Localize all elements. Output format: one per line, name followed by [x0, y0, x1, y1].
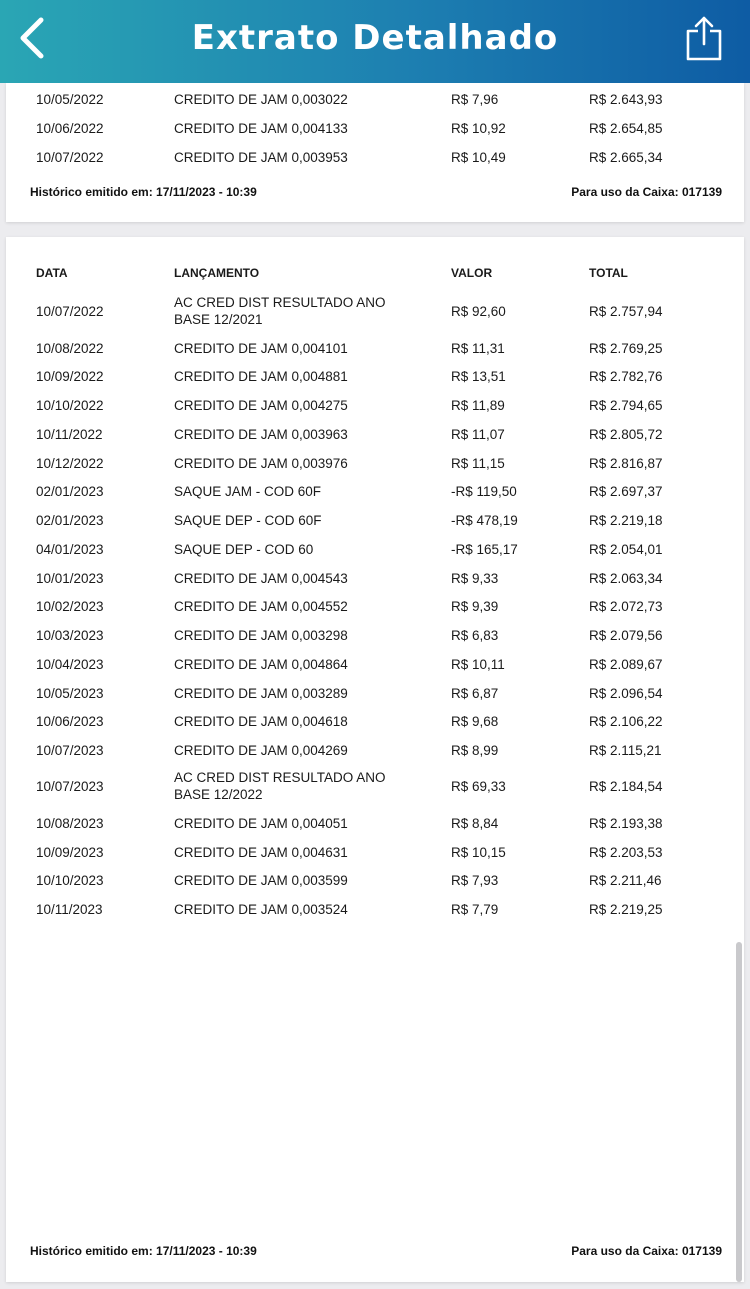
cell-total: R$ 2.794,65 — [589, 398, 663, 413]
cell-total: R$ 2.805,72 — [589, 426, 663, 442]
cell-description: AC CRED DIST RESULTADO ANO BASE 12/2021 — [174, 295, 386, 327]
cell-date: 10/10/2022 — [36, 398, 104, 413]
cell-date: 10/05/2023 — [36, 685, 104, 701]
table-row — [6, 509, 744, 533]
cell-description: CREDITO DE JAM 0,004101 — [174, 340, 348, 356]
cell-description: CREDITO DE JAM 0,004618 — [174, 714, 348, 730]
cell-date: 10/07/2023 — [36, 743, 104, 758]
cell-date: 10/11/2023 — [36, 902, 103, 917]
table-row — [6, 422, 744, 446]
cell-value: R$ 9,68 — [451, 714, 499, 730]
app-header — [0, 0, 750, 83]
cell-total: R$ 2.079,56 — [589, 628, 663, 643]
cell-description: CREDITO DE JAM 0,004051 — [174, 815, 348, 831]
cell-date: 10/07/2022 — [36, 149, 104, 165]
table-row — [6, 811, 744, 835]
cell-value: R$ 6,83 — [451, 628, 499, 643]
cell-date: 10/04/2023 — [36, 656, 104, 672]
cell-description: SAQUE DEP - COD 60F — [174, 513, 322, 528]
table-row — [6, 710, 744, 734]
cell-total: R$ 2.193,38 — [589, 815, 663, 831]
table-row — [6, 116, 744, 140]
cell-date: 10/08/2023 — [36, 815, 104, 831]
cell-total: R$ 2.203,53 — [589, 844, 663, 860]
cell-description: CREDITO DE JAM 0,004881 — [174, 369, 348, 385]
cell-date: 10/06/2022 — [36, 120, 104, 136]
cell-value: R$ 6,87 — [451, 685, 499, 701]
cell-date: 04/01/2023 — [36, 541, 104, 557]
table-row — [6, 898, 744, 922]
header-data: DATA — [36, 266, 68, 280]
cell-description: AC CRED DIST RESULTADO ANO BASE 12/2022 — [174, 770, 386, 803]
cell-description: CREDITO DE JAM 0,003022 — [174, 91, 348, 107]
cell-description: SAQUE DEP - COD 60 — [174, 541, 314, 557]
header-lancamento: LANÇAMENTO — [174, 265, 260, 280]
cell-description: CREDITO DE JAM 0,004864 — [174, 656, 348, 672]
cell-value: R$ 13,51 — [451, 369, 506, 385]
table-row — [6, 681, 744, 705]
cell-date: 10/11/2022 — [36, 426, 103, 442]
scrollbar[interactable] — [736, 942, 742, 1282]
table-row — [6, 566, 744, 590]
cell-value: R$ 7,96 — [451, 91, 499, 107]
table-row — [6, 869, 744, 893]
table-row — [6, 394, 744, 418]
table-row — [6, 652, 744, 676]
table-row — [6, 537, 744, 561]
cell-date: 10/03/2023 — [36, 628, 104, 643]
table-row — [6, 767, 744, 805]
table-row — [6, 336, 744, 360]
statement-page-1 — [6, 83, 744, 222]
cell-description: CREDITO DE JAM 0,003298 — [174, 628, 348, 643]
cell-total: R$ 2.654,85 — [589, 120, 663, 136]
cell-value: R$ 92,60 — [451, 303, 506, 319]
cell-total: R$ 2.219,18 — [589, 513, 663, 528]
caixa-code: Para uso da Caixa: 017139 — [571, 1244, 722, 1258]
cell-description: CREDITO DE JAM 0,004552 — [174, 599, 348, 615]
table-row — [6, 145, 744, 169]
cell-description: CREDITO DE JAM 0,003953 — [174, 149, 348, 165]
cell-date: 10/12/2022 — [36, 455, 104, 471]
table-header — [6, 263, 744, 283]
page-title: Extrato Detalhado — [191, 18, 559, 58]
cell-date: 02/01/2023 — [36, 513, 104, 528]
cell-description: CREDITO DE JAM 0,003289 — [174, 685, 348, 701]
table-row — [6, 480, 744, 504]
cell-description: CREDITO DE JAM 0,004631 — [174, 844, 348, 860]
cell-description: CREDITO DE JAM 0,004269 — [174, 743, 348, 758]
share-button[interactable] — [682, 14, 726, 66]
cell-total: R$ 2.782,76 — [589, 369, 663, 385]
cell-description: CREDITO DE JAM 0,004275 — [174, 398, 348, 413]
cell-date: 10/06/2023 — [36, 714, 104, 730]
statement-page-2 — [6, 237, 744, 1282]
cell-date: 10/02/2023 — [36, 599, 104, 615]
cell-total: R$ 2.757,94 — [589, 303, 663, 319]
cell-value: R$ 11,07 — [451, 426, 505, 442]
cell-total: R$ 2.219,25 — [589, 902, 663, 917]
cell-value: R$ 10,92 — [451, 120, 506, 136]
table-row — [6, 365, 744, 389]
cell-total: R$ 2.096,54 — [589, 685, 663, 701]
cell-total: R$ 2.063,34 — [589, 570, 663, 586]
cell-description: SAQUE JAM - COD 60F — [174, 484, 322, 500]
cell-date: 10/07/2023 — [36, 778, 104, 794]
cell-value: R$ 10,49 — [451, 149, 506, 165]
cell-date: 02/01/2023 — [36, 484, 104, 500]
cell-date: 10/08/2022 — [36, 340, 104, 356]
caixa-code: Para uso da Caixa: 017139 — [571, 185, 722, 199]
cell-description: CREDITO DE JAM 0,003524 — [174, 902, 348, 917]
cell-date: 10/09/2022 — [36, 369, 104, 385]
cell-description: CREDITO DE JAM 0,004133 — [174, 120, 348, 136]
cell-date: 10/01/2023 — [36, 570, 104, 586]
header-valor: VALOR — [451, 266, 493, 280]
header-total: TOTAL — [589, 266, 628, 280]
cell-value: R$ 11,15 — [451, 455, 505, 471]
cell-total: R$ 2.643,93 — [589, 91, 663, 107]
cell-date: 10/07/2022 — [36, 303, 104, 319]
cell-value: R$ 11,89 — [451, 398, 505, 413]
table-row — [6, 451, 744, 475]
cell-total: R$ 2.816,87 — [589, 455, 663, 471]
table-row — [6, 87, 744, 111]
cell-value: R$ 7,79 — [451, 902, 499, 917]
cell-date: 10/05/2022 — [36, 91, 104, 107]
share-icon — [685, 15, 723, 66]
cell-description: CREDITO DE JAM 0,004543 — [174, 570, 348, 586]
issued-timestamp: Histórico emitido em: 17/11/2023 - 10:39 — [30, 185, 257, 199]
cell-value: -R$ 478,19 — [451, 513, 518, 528]
cell-total: R$ 2.115,21 — [589, 743, 662, 758]
cell-value: R$ 10,11 — [451, 656, 505, 672]
table-row — [6, 624, 744, 648]
cell-value: R$ 69,33 — [451, 778, 506, 794]
cell-date: 10/10/2023 — [36, 873, 104, 889]
cell-description: CREDITO DE JAM 0,003963 — [174, 426, 348, 442]
cell-value: R$ 7,93 — [451, 873, 499, 889]
cell-value: R$ 8,99 — [451, 743, 499, 758]
cell-total: R$ 2.211,46 — [589, 873, 662, 889]
cell-value: R$ 8,84 — [451, 815, 499, 831]
cell-total: R$ 2.089,67 — [589, 656, 663, 672]
cell-description: CREDITO DE JAM 0,003976 — [174, 455, 348, 471]
cell-description: CREDITO DE JAM 0,003599 — [174, 873, 348, 889]
cell-total: R$ 2.665,34 — [589, 149, 663, 165]
cell-total: R$ 2.769,25 — [589, 340, 663, 356]
cell-date: 10/09/2023 — [36, 844, 104, 860]
cell-value: -R$ 119,50 — [451, 484, 517, 500]
table-row — [6, 840, 744, 864]
issued-timestamp: Histórico emitido em: 17/11/2023 - 10:39 — [30, 1244, 257, 1258]
cell-total: R$ 2.072,73 — [589, 599, 663, 615]
cell-total: R$ 2.697,37 — [589, 484, 663, 500]
cell-value: R$ 11,31 — [451, 340, 505, 356]
table-row — [6, 739, 744, 763]
cell-total: R$ 2.106,22 — [589, 714, 663, 730]
cell-value: R$ 9,33 — [451, 570, 499, 586]
cell-value: -R$ 165,17 — [451, 541, 518, 557]
cell-value: R$ 9,39 — [451, 599, 499, 615]
cell-value: R$ 10,15 — [451, 844, 506, 860]
cell-total: R$ 2.184,54 — [589, 778, 663, 794]
table-row — [6, 595, 744, 619]
table-row — [6, 292, 744, 330]
cell-total: R$ 2.054,01 — [589, 541, 663, 557]
